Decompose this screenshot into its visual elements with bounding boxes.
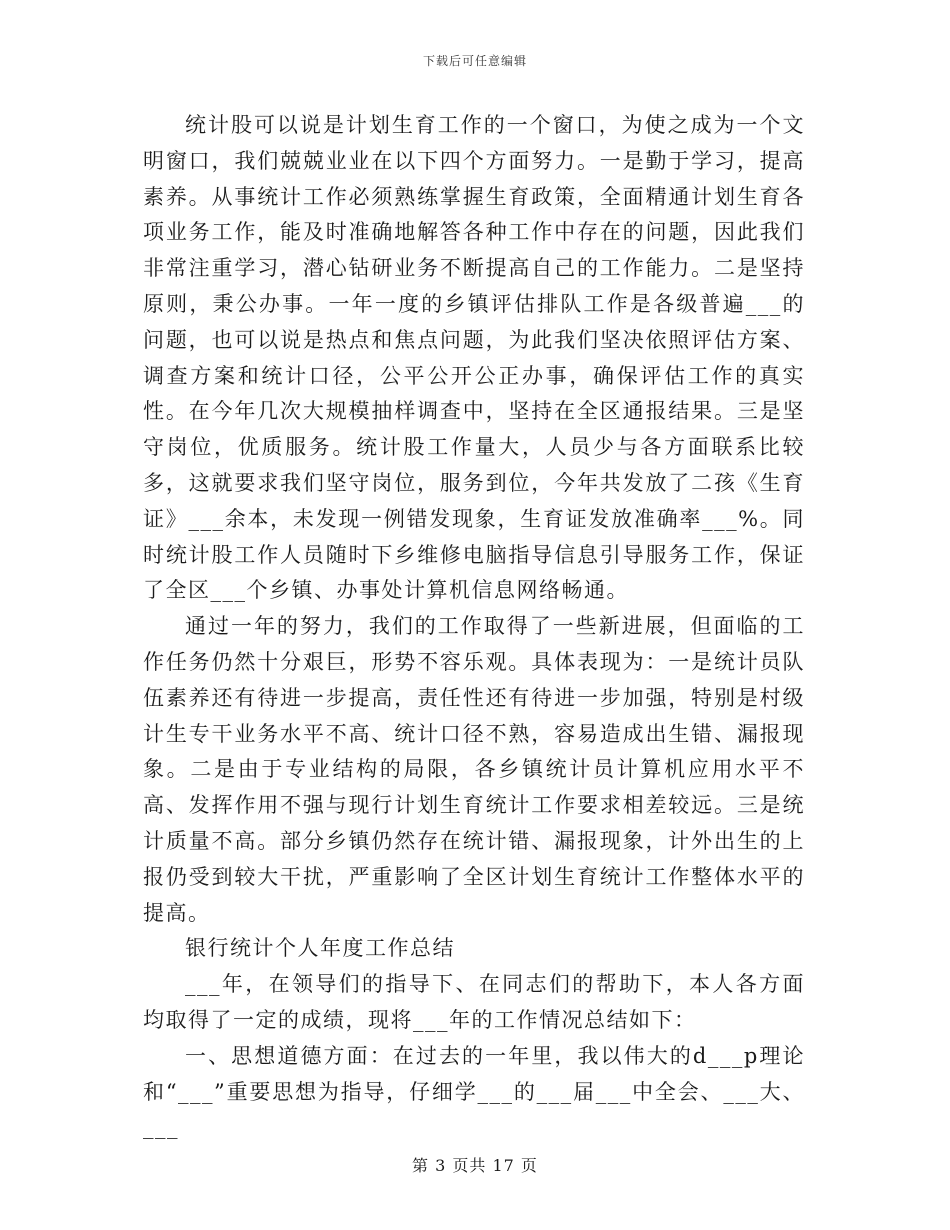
- section-title: 银行统计个人年度工作总结: [185, 936, 455, 961]
- paragraph-intro: ___年，在领导们的指导下、在同志们的帮助下，本人各方面均取得了一定的成绩，现将___年的工作情况总结如下：: [143, 972, 805, 1032]
- page-header: 下载后可任意编辑: [422, 54, 527, 68]
- page-number: 第 3 页共 17 页: [412, 1156, 538, 1175]
- paragraph-statistics-window: 统计股可以说是计划生育工作的一个窗口，为使之成为一个文明窗口，我们兢兢业业在以下四个方面努力。一是勤于学习，提高素养。从事统计工作必须熟练掌握生育政策，全面精通计划生育各项业务工作，能及时准确地解答各种工作中存在的问题，因此我们非常注重学习，潜心钻研业务不断提高自己的工作能力。二是坚持原则，秉公办事。一年一度的乡镇评估排队工作是各级普遍___的问题，也可以说是热点和焦点问题，为此我们坚决依照评估方案、调查方案和统计口径，公平公开公正办事，确保评估工作的真实性。在今年几次大规模抽样调查中，坚持在全区通报结果。三是坚守岗位，优质服务。统计股工作量大，人员少与各方面联系比较多，这就要求我们坚守岗位，服务到位，今年共发放了二孩《生育证》___余本，未发现一例错发现象，生育证发放准确率___%。同时统计股工作人员随时下乡维修电脑指导信息引导服务工作，保证了全区___个乡镇、办事处计算机信息网络畅通。: [143, 113, 805, 603]
- paragraph-problems: 通过一年的努力，我们的工作取得了一些新进展，但面临的工作任务仍然十分艰巨，形势不容乐观。具体表现为：一是统计员队伍素养还有待进一步提高，责任性还有待进一步加强，特别是村级计生专干业务水平不高、统计口径不熟，容易造成出生错、漏报现象。二是由于专业结构的局限，各乡镇统计员计算机应用水平不高、发挥作用不强与现行计划生育统计工作要求相差较远。三是统计质量不高。部分乡镇仍然存在统计错、漏报现象，计外出生的上报仍受到较大干扰，严重影响了全区计划生育统计工作整体水平的提高。: [143, 614, 805, 925]
- document-body: [143, 108, 805, 1146]
- paragraph-ideology: 一、思想道德方面：在过去的一年里，我以伟大的d___p理论和“___”重要思想为指导，仔细学___的___届___中全会、___大、___: [143, 1043, 805, 1140]
